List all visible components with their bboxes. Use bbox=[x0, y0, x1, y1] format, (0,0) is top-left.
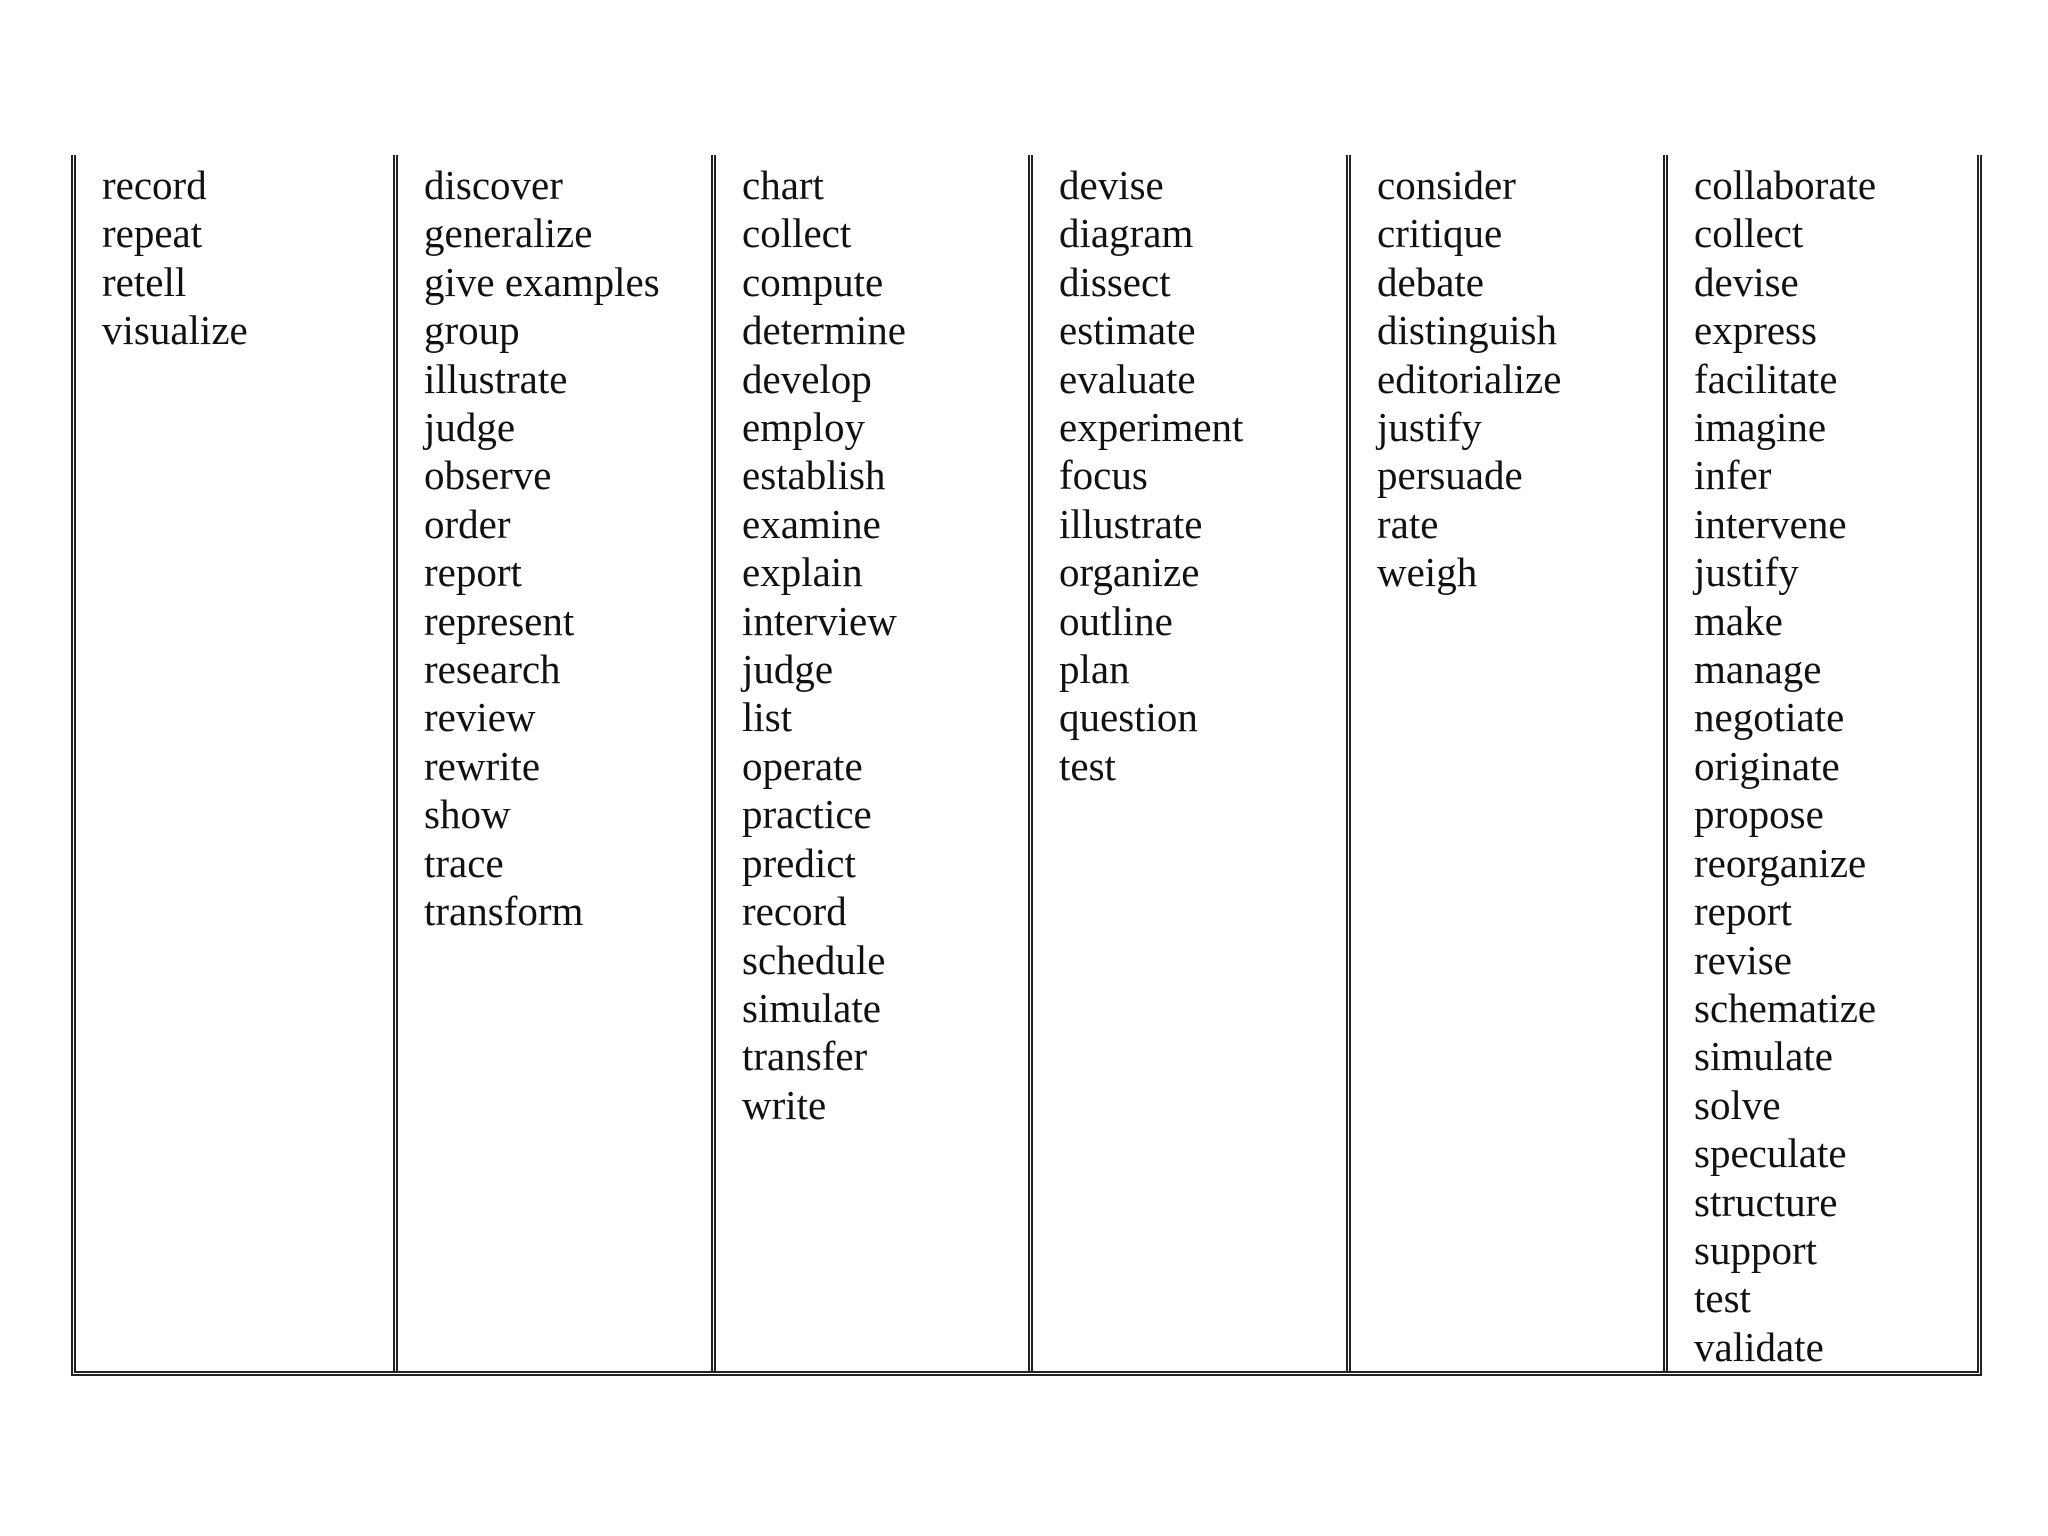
verb-cell: schedule bbox=[742, 936, 886, 983]
verb-cell: simulate bbox=[742, 984, 881, 1031]
verb-cell: interview bbox=[742, 597, 897, 644]
verb-cell: intervene bbox=[1694, 500, 1847, 547]
verb-cell: research bbox=[424, 646, 561, 693]
verb-cell: judge bbox=[424, 404, 516, 451]
verb-cell: discover bbox=[424, 162, 563, 208]
verb-cell: transform bbox=[424, 888, 584, 935]
verb-cell: justify bbox=[1377, 404, 1482, 451]
verb-cell: observe bbox=[424, 452, 552, 499]
table-column-1 bbox=[76, 155, 393, 1371]
verb-cell: compute bbox=[742, 258, 884, 305]
verb-cell: imagine bbox=[1694, 404, 1827, 451]
verb-cell: devise bbox=[1059, 162, 1164, 208]
verb-cell: solve bbox=[1694, 1081, 1781, 1128]
verb-cell: order bbox=[424, 500, 511, 547]
verb-cell: justify bbox=[1694, 549, 1799, 596]
verb-cell: weigh bbox=[1377, 549, 1478, 596]
verb-cell: examine bbox=[742, 500, 881, 547]
verb-table bbox=[71, 155, 1982, 1376]
verb-cell: operate bbox=[742, 742, 863, 789]
verb-cell: visualize bbox=[102, 307, 248, 354]
verb-cell: test bbox=[1059, 742, 1116, 789]
verb-cell: organize bbox=[1059, 549, 1200, 596]
verb-cell: dissect bbox=[1059, 258, 1171, 305]
table-column-3 bbox=[711, 155, 1028, 1371]
verb-cell: critique bbox=[1377, 210, 1503, 257]
verb-cell: show bbox=[424, 791, 511, 838]
verb-cell: reorganize bbox=[1694, 839, 1867, 886]
verb-cell: propose bbox=[1694, 791, 1824, 838]
verb-cell: retell bbox=[102, 258, 187, 305]
verb-cell: negotiate bbox=[1694, 694, 1845, 741]
verb-cell: collaborate bbox=[1694, 162, 1877, 208]
verb-cell: persuade bbox=[1377, 452, 1523, 499]
verb-cell: generalize bbox=[424, 210, 593, 257]
verb-cell: illustrate bbox=[1059, 500, 1203, 547]
verb-cell: practice bbox=[742, 791, 872, 838]
verb-cell: group bbox=[424, 307, 520, 354]
verb-cell: report bbox=[424, 549, 522, 596]
verb-cell: debate bbox=[1377, 258, 1484, 305]
verb-cell: review bbox=[424, 694, 536, 741]
verb-cell: editorialize bbox=[1377, 355, 1562, 402]
verb-cell: list bbox=[742, 694, 793, 741]
verb-cell: validate bbox=[1694, 1323, 1824, 1370]
table-column-5 bbox=[1346, 155, 1663, 1371]
table-column-2 bbox=[393, 155, 711, 1371]
verb-cell: experiment bbox=[1059, 404, 1244, 451]
verb-cell: diagram bbox=[1059, 210, 1194, 257]
verb-cell: originate bbox=[1694, 742, 1840, 789]
verb-cell: estimate bbox=[1059, 307, 1196, 354]
verb-cell: rate bbox=[1377, 500, 1439, 547]
verb-cell: judge bbox=[742, 646, 834, 693]
verb-cell: schematize bbox=[1694, 984, 1877, 1031]
verb-cell: repeat bbox=[102, 210, 203, 257]
table-column-4 bbox=[1028, 155, 1346, 1371]
verb-cell: distinguish bbox=[1377, 307, 1557, 354]
verb-cell: write bbox=[742, 1081, 827, 1128]
verb-cell: express bbox=[1694, 307, 1817, 354]
verb-cell: establish bbox=[742, 452, 886, 499]
verb-cell: devise bbox=[1694, 258, 1799, 305]
verb-cell: trace bbox=[424, 839, 504, 886]
verb-cell: test bbox=[1694, 1275, 1751, 1322]
verb-cell: question bbox=[1059, 694, 1198, 741]
table-column-6 bbox=[1663, 155, 1977, 1371]
verb-cell: report bbox=[1694, 888, 1792, 935]
verb-cell: transfer bbox=[742, 1033, 868, 1080]
verb-cell: employ bbox=[742, 404, 865, 451]
verb-cell: simulate bbox=[1694, 1033, 1833, 1080]
verb-cell: predict bbox=[742, 839, 856, 886]
verb-cell: rewrite bbox=[424, 742, 541, 789]
verb-cell: support bbox=[1694, 1226, 1817, 1273]
verb-cell: speculate bbox=[1694, 1130, 1847, 1177]
verb-cell: focus bbox=[1059, 452, 1148, 499]
verb-cell: illustrate bbox=[424, 355, 568, 402]
verb-cell: record bbox=[102, 162, 207, 208]
verb-cell: infer bbox=[1694, 452, 1772, 499]
verb-cell: chart bbox=[742, 162, 824, 208]
verb-cell: give examples bbox=[424, 258, 660, 305]
verb-cell: make bbox=[1694, 597, 1783, 644]
verb-cell: structure bbox=[1694, 1178, 1838, 1225]
verb-cell: record bbox=[742, 888, 847, 935]
verb-cell: collect bbox=[1694, 210, 1804, 257]
verb-cell: evaluate bbox=[1059, 355, 1196, 402]
verb-cell: explain bbox=[742, 549, 863, 596]
verb-cell: manage bbox=[1694, 646, 1822, 693]
verb-cell: represent bbox=[424, 597, 575, 644]
verb-cell: develop bbox=[742, 355, 872, 402]
verb-cell: facilitate bbox=[1694, 355, 1838, 402]
verb-cell: determine bbox=[742, 307, 906, 354]
verb-cell: consider bbox=[1377, 162, 1516, 208]
verb-cell: outline bbox=[1059, 597, 1173, 644]
verb-cell: plan bbox=[1059, 646, 1130, 693]
verb-cell: revise bbox=[1694, 936, 1792, 983]
verb-cell: collect bbox=[742, 210, 852, 257]
